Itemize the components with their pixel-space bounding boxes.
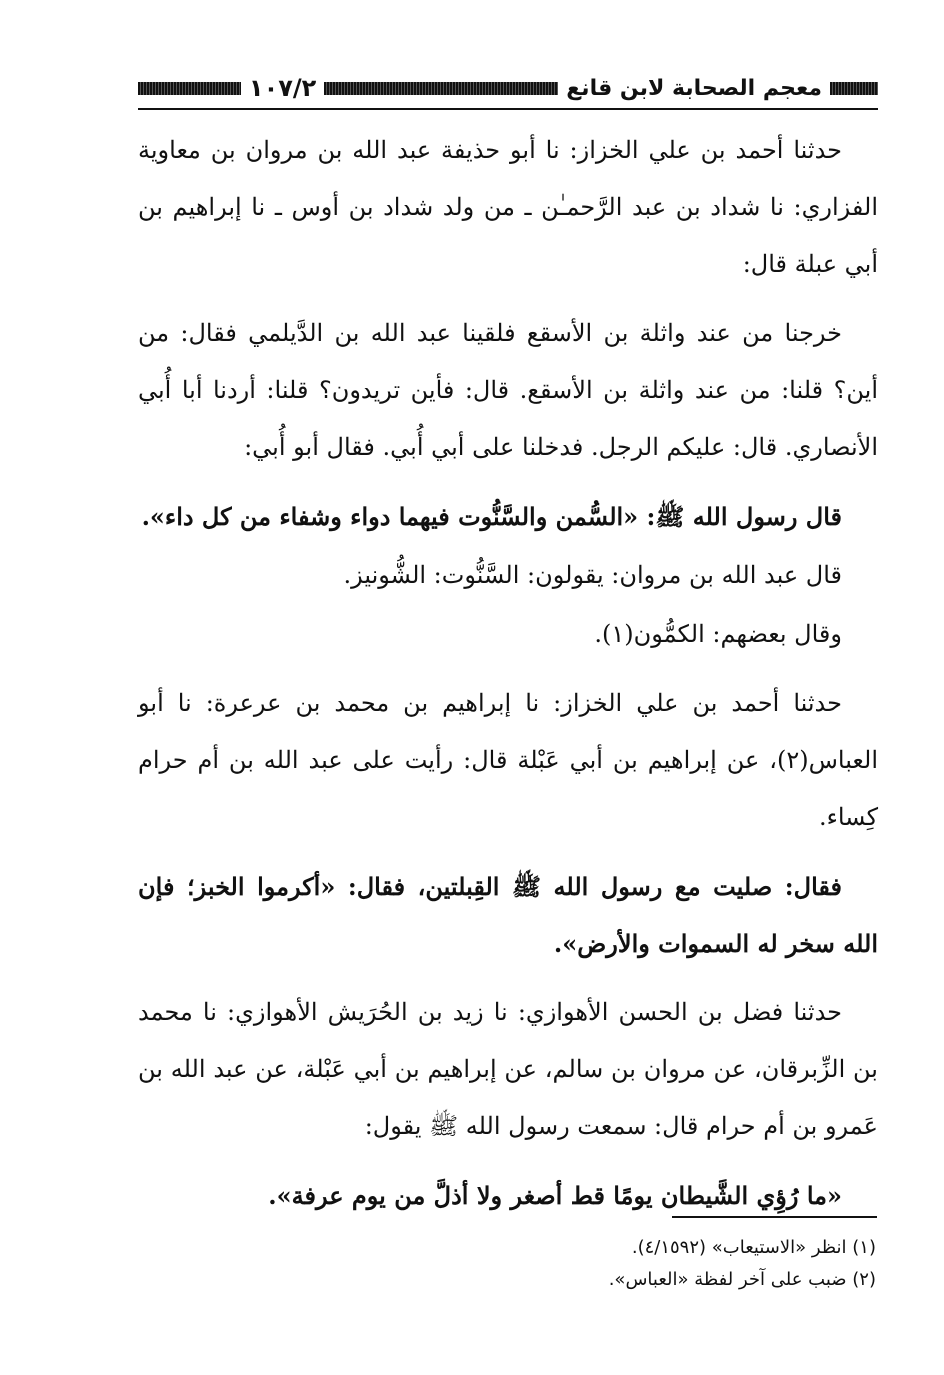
header-ornament-bar bbox=[830, 82, 878, 95]
hadith-isnad-paragraph: حدثنا أحمد بن علي الخزاز: نا أبو حذيفة عبد الله بن مروان بن معاوية الفزاري: نا شداد بن عبد الرَّحمـٰن ـ من ولد شداد بن أوس ـ نا إبراهيم بن أبي عبلة قال: bbox=[138, 136, 878, 278]
page-number: ١٠٧/٢ bbox=[248, 74, 317, 102]
footnote-item: (٢) ضبب على آخر لفظة «العباس». bbox=[608, 1269, 876, 1290]
running-header bbox=[138, 70, 878, 106]
commentary-line: وقال بعضهم: الكمُّون(١). bbox=[594, 620, 842, 648]
footnotes bbox=[138, 1232, 876, 1296]
hadith-isnad-paragraph: حدثنا فضل بن الحسن الأهوازي: نا زيد بن الحُرَيش الأهوازي: نا محمد بن الزِّبرقان، عن مروان بن سالم، عن إبراهيم بن أبي عَبْلة، عن عبد الله بن عَمرو بن أم حرام قال: سمعت رسول الله ﷺ يقول: bbox=[138, 998, 878, 1140]
page-body bbox=[138, 122, 878, 1236]
header-rule bbox=[138, 108, 878, 110]
commentary-line: قال عبد الله بن مروان: يقولون: السَّنُّوت: الشُّونيز. bbox=[343, 561, 842, 589]
header-ornament-bar bbox=[324, 82, 558, 95]
footnote-item: (١) انظر «الاستيعاب» (٤/١٥٩٢). bbox=[631, 1237, 876, 1258]
hadith-text-paragraph: قال رسول الله ﷺ: «السُّمن والسَّنُّوت فيهما دواء وشفاء من كل داء». bbox=[141, 502, 842, 531]
hadith-isnad-paragraph: حدثنا أحمد بن علي الخزاز: نا إبراهيم بن محمد بن عرعرة: نا أبو العباس(٢)، عن إبراهيم بن أبي عَبْلة قال: رأيت على عبد الله بن أم حرام كِساء. bbox=[138, 689, 878, 831]
hadith-text-paragraph: «ما رُؤِي الشَّيطان يومًا قط أصغر ولا أذلَّ من يوم عرفة». bbox=[268, 1181, 842, 1210]
book-title: معجم الصحابة لابن قانع bbox=[566, 75, 822, 101]
narrative-paragraph: خرجنا من عند واثلة بن الأسقع فلقينا عبد الله بن الدَّيلمي فقال: من أين؟ قلنا: من عند واثلة بن الأسقع. قال: فأين تريدون؟ قلنا: أردنا أبا أُبي الأنصاري. قال: عليكم الرجل. فدخلنا على أبي أُبي. فقال أبو أُبي: bbox=[138, 319, 878, 461]
header-ornament-bar bbox=[138, 82, 241, 95]
footnote-rule bbox=[672, 1216, 877, 1218]
hadith-text-paragraph: فقال: صليت مع رسول الله ﷺ القِبلتين، فقال: «أكرموا الخبز؛ فإن الله سخر له السموات والأرض». bbox=[138, 872, 878, 958]
